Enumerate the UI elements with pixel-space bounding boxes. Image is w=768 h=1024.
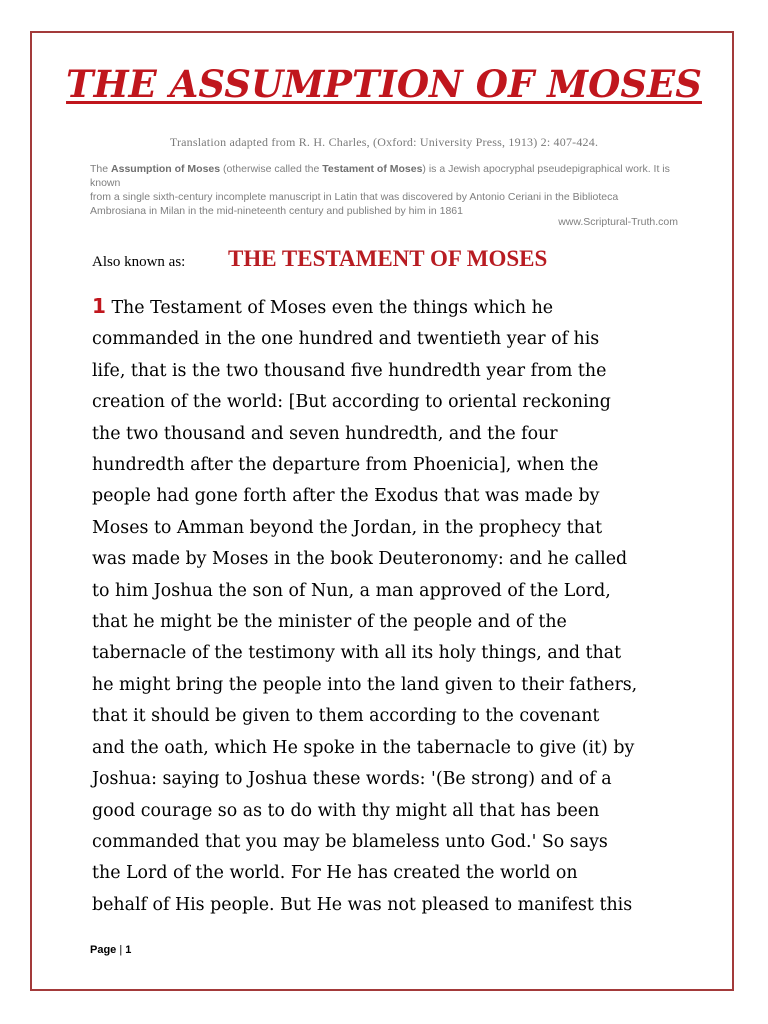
body-line: commanded that you may be blameless unto God.' So says	[92, 831, 608, 852]
intro-line: Ambrosiana in Milan in the mid-nineteenth century and published by him in 1861	[90, 205, 463, 217]
also-known-as-title: THE TESTAMENT OF MOSES	[228, 246, 548, 271]
body-text	[92, 291, 682, 921]
body-line: to him Joshua the son of Nun, a man approved of the Lord,	[92, 580, 611, 601]
verse-number: 1	[92, 294, 106, 318]
body-line: good courage so as to do with thy might all that has been	[92, 800, 600, 821]
body-line: the Lord of the world. For He has created the world on	[92, 863, 578, 884]
body-line: commanded in the one hundred and twentieth year of his	[92, 329, 600, 350]
body-line	[92, 291, 682, 324]
intro-paragraph	[90, 162, 690, 218]
body-line: creation of the world: [But according to oriental reckoning	[92, 392, 611, 413]
body-line: the two thousand and seven hundredth, and the four	[92, 423, 558, 444]
site-link[interactable]: www.Scriptural-Truth.com	[558, 216, 678, 228]
body-line: hundredth after the departure from Phoenicia], when the	[92, 455, 599, 476]
body-line-text: The Testament of Moses even the things which he	[105, 298, 554, 318]
body-line: and the oath, which He spoke in the tabernacle to give (it) by	[92, 737, 635, 758]
translation-note: Translation adapted from R. H. Charles, (Oxford: University Press, 1913) 2: 407-424.	[169, 135, 599, 149]
body-line: Joshua: saying to Joshua these words: '(Be strong) and of a	[92, 769, 612, 790]
also-known-as-label: Also known as:	[92, 254, 186, 270]
page-separator: |	[116, 944, 126, 956]
body-line: life, that is the two thousand five hundredth year from the	[92, 360, 607, 381]
body-line: Moses to Amman beyond the Jordan, in the prophecy that	[92, 517, 603, 538]
intro-bold-assumption: Assumption of Moses	[111, 163, 221, 175]
document-title: THE ASSUMPTION OF MOSES	[66, 62, 702, 106]
intro-bold-testament: Testament of Moses	[322, 163, 423, 175]
body-line: behalf of His people. But He was not pleased to manifest this	[92, 894, 633, 915]
page-footer	[90, 944, 131, 956]
body-line: was made by Moses in the book Deuteronomy: and he called	[92, 549, 628, 570]
intro-text: (otherwise called the	[220, 163, 323, 175]
body-line: that it should be given to them according to the covenant	[92, 706, 600, 727]
body-line: people had gone forth after the Exodus that was made by	[92, 486, 600, 507]
page-number: 1	[125, 944, 132, 956]
intro-line: from a single sixth-century incomplete manuscript in Latin that was discovered by Antonio Ceriani in the Biblioteca	[90, 191, 619, 203]
intro-text: The	[90, 163, 112, 175]
body-line: that he might be the minister of the people and of the	[92, 612, 567, 633]
body-line: tabernacle of the testimony with all its holy things, and that	[92, 643, 622, 664]
intro-text: ) is a Jewish apocryphal pseudepigraphical work. It is known	[90, 163, 670, 189]
body-line: he might bring the people into the land given to their fathers,	[92, 674, 638, 695]
page-label: Page	[90, 944, 117, 956]
